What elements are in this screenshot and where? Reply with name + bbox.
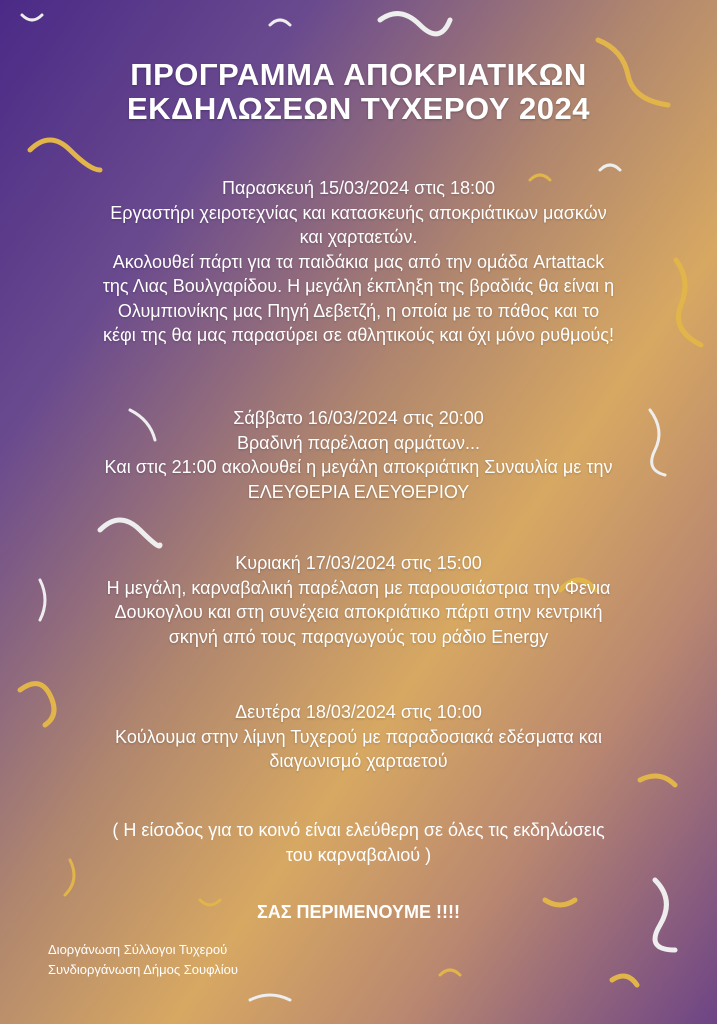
co-organizer-line: Συνδιοργάνωση Δήμος Σουφλίου xyxy=(48,962,239,977)
event-line: Εργαστήρι χειροτεχνίας και κατασκευής αποκριάτικων μασκών xyxy=(110,202,607,223)
event-line: κέφι της θα μας παρασύρει σε αθλητικούς και όχι μόνο ρυθμούς! xyxy=(103,325,614,345)
event-line: Ακολουθεί πάρτι για τα παιδάκια μας από την ομάδα Artattack xyxy=(112,251,605,272)
event-heading: Δευτέρα 18/03/2024 στις 10:00 xyxy=(235,702,482,722)
event-line: διαγωνισμό χαρταετού xyxy=(269,751,448,771)
note-line: ( Η είσοδος για το κοινό είναι ελεύθερη σε όλες τις εκδηλώσεις xyxy=(112,820,605,840)
silver-streamer-icon xyxy=(380,14,450,34)
event-line: Δουκογλου και στη συνέχεια αποκριάτικο πάρτι στην κεντρική xyxy=(114,602,603,622)
silver-streamer-icon xyxy=(22,15,42,20)
closing-text: ΣΑΣ ΠΕΡΙΜΕΝΟΥΜΕ !!!! xyxy=(256,902,461,922)
event-heading: Παρασκευή 15/03/2024 στις 18:00 xyxy=(221,178,496,198)
gold-streamer-icon xyxy=(30,140,100,170)
gold-streamer-icon xyxy=(612,976,637,985)
event-line: σκηνή από τους παραγωγούς του ράδιο Energy xyxy=(168,626,549,647)
event-line: Κούλουμα στην λίμνη Τυχερού με παραδοσιακά εδέσματα και xyxy=(115,726,602,747)
event-heading: Σάββατο 16/03/2024 στις 20:00 xyxy=(233,408,484,428)
silver-streamer-icon xyxy=(100,520,160,546)
gold-streamer-icon xyxy=(640,776,675,785)
poster-title xyxy=(0,58,717,126)
event-friday xyxy=(20,176,697,348)
event-line: και χαρταετών. xyxy=(299,227,418,247)
event-line: Ολυμπιονίκης μας Πηγή Δεβετζή, η οποία με το πάθος και το xyxy=(117,300,600,321)
title-line: ΠΡΟΓΡΑΜΜΑ ΑΠΟΚΡΙΑΤΙΚΩΝ xyxy=(130,57,587,92)
event-line: ΕΛΕΥΘΕΡΙΑ ΕΛΕΥΘΕΡΙΟΥ xyxy=(247,481,470,502)
event-heading: Κυριακή 17/03/2024 στις 15:00 xyxy=(235,553,482,573)
event-monday xyxy=(20,700,697,774)
event-line: της Λιας Βουλγαρίδου. Η μεγάλη έκπληξη της βραδιάς θα είναι η xyxy=(102,276,615,296)
event-line: Βραδινή παρέλαση αρμάτων... xyxy=(236,432,481,453)
free-entry-note xyxy=(20,818,697,868)
silver-streamer-icon xyxy=(600,165,620,170)
event-sunday xyxy=(20,551,697,649)
gold-streamer-icon xyxy=(440,970,460,975)
note-line: του καρναβαλιού ) xyxy=(285,845,432,865)
silver-streamer-icon xyxy=(250,995,290,1000)
event-line: Η μεγάλη, καρναβαλική παρέλαση με παρουσιάστρια την Φενια xyxy=(106,577,611,598)
event-saturday xyxy=(20,406,697,504)
organizer-line: Διοργάνωση Σύλλογοι Τυχερού xyxy=(48,942,228,957)
event-line: Και στις 21:00 ακολουθεί η μεγάλη αποκριάτικη Συναυλία με την xyxy=(104,457,613,477)
organizers xyxy=(48,940,238,980)
silver-streamer-icon xyxy=(270,20,290,25)
title-line: ΕΚΔΗΛΩΣΕΩΝ ΤΥΧΕΡΟΥ 2024 xyxy=(126,91,591,126)
